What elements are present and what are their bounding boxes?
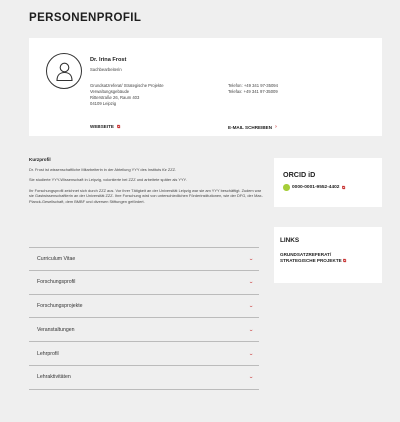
email-link[interactable] bbox=[228, 124, 277, 130]
links-title: LINKS bbox=[280, 237, 300, 244]
links-item-line: GRUNDSATZREFERAT/ bbox=[280, 252, 332, 257]
chevron-down-icon: ⌄ bbox=[248, 302, 254, 309]
chevron-down-icon: ⌄ bbox=[248, 350, 254, 357]
address-line: Verwaltungsgebäude bbox=[90, 89, 130, 95]
accordion bbox=[29, 247, 259, 390]
fax-line: Telefax: +49 341 97-35009 bbox=[228, 89, 278, 95]
bio-paragraph: Ihr Forschungsprofil zeichnet sich durch ZZZ aus. Vor ihrer Tätigkeit an der Universität Leipzig war sie am YYY beschäftigt. Zudem war sie Gastwissenschaftlerin an der Universität ZZZ. Ihre Forschung wird von unterschiedlichen Förderinstitutionen, wie der DFG, der Max-Planck-Gesellschaft, dem BMBF und diversen Stiftungen gefördert. bbox=[29, 187, 263, 205]
accordion-item-veranstaltungen[interactable] bbox=[29, 318, 259, 342]
chevron-down-icon: ⌄ bbox=[248, 255, 254, 262]
avatar bbox=[46, 53, 82, 89]
orcid-id: 0000-0001-9552-4402 bbox=[292, 184, 340, 190]
address-line: Grundsatzreferat/ Strategische Projekte bbox=[90, 83, 164, 88]
orcid-link[interactable] bbox=[283, 184, 345, 191]
email-label: E-MAIL SCHREIBEN bbox=[228, 124, 273, 130]
accordion-label: Curriculum Vitae bbox=[37, 255, 76, 262]
accordion-label: Veranstaltungen bbox=[37, 326, 75, 333]
page-title: PERSONENPROFIL bbox=[29, 12, 142, 24]
chevron-down-icon: ⌄ bbox=[248, 374, 254, 381]
accordion-item-forschungsprofil[interactable] bbox=[29, 271, 259, 295]
links-card bbox=[274, 227, 382, 283]
accordion-label: Forschungsprofil bbox=[37, 279, 76, 286]
accordion-item-lehraktivitaeten[interactable] bbox=[29, 366, 259, 390]
bio-paragraph: Sie studierte YYY-Wissenschaft in Leipzig, volontierte bei ZZZ und arbeitete später als YYY. bbox=[29, 177, 187, 183]
accordion-item-lehrprofil[interactable] bbox=[29, 342, 259, 366]
profile-address bbox=[90, 83, 164, 107]
external-link-icon: ⧉ bbox=[117, 124, 121, 129]
accordion-label: Lehrprofil bbox=[37, 350, 59, 357]
accordion-label: Lehraktivitäten bbox=[37, 374, 71, 381]
chevron-down-icon: ⌄ bbox=[248, 279, 254, 286]
address-line: 04109 Leipzig bbox=[90, 101, 117, 107]
phone-line: Telefon: +49 341 97-35094 bbox=[228, 83, 278, 88]
website-link[interactable] bbox=[90, 124, 120, 129]
bio-heading: Kurzprofil bbox=[29, 157, 51, 162]
address-line: Ritterstraße 26, Raum 403 bbox=[90, 95, 140, 101]
profile-role: Sachbearbeiterin bbox=[90, 67, 122, 72]
profile-name: Dr. Irina Frost bbox=[90, 57, 127, 63]
links-item-line: STRATEGISCHE PROJEKTE bbox=[280, 258, 342, 264]
links-item-grundsatzreferat[interactable] bbox=[280, 252, 346, 265]
profile-card bbox=[29, 38, 382, 136]
bio-section bbox=[29, 157, 264, 209]
orcid-title: ORCID iD bbox=[283, 170, 316, 179]
chevron-right-icon: › bbox=[275, 124, 277, 130]
accordion-label: Forschungsprojekte bbox=[37, 302, 83, 309]
accordion-item-forschungsprojekte[interactable] bbox=[29, 295, 259, 319]
bio-paragraph: Dr. Frost ist wissenschaftliche Mitarbeiterin in der Abteilung YYY des Instituts für ZZZ. bbox=[29, 167, 177, 172]
chevron-down-icon: ⌄ bbox=[248, 326, 254, 333]
orcid-icon bbox=[283, 184, 290, 191]
external-link-icon: ⧉ bbox=[341, 184, 346, 190]
accordion-item-curriculum-vitae[interactable] bbox=[29, 247, 259, 271]
orcid-card bbox=[274, 158, 382, 207]
website-label: WEBSEITE bbox=[90, 124, 114, 129]
profile-phones bbox=[228, 83, 278, 95]
external-link-icon: ⧉ bbox=[342, 258, 347, 264]
person-icon bbox=[56, 62, 73, 81]
